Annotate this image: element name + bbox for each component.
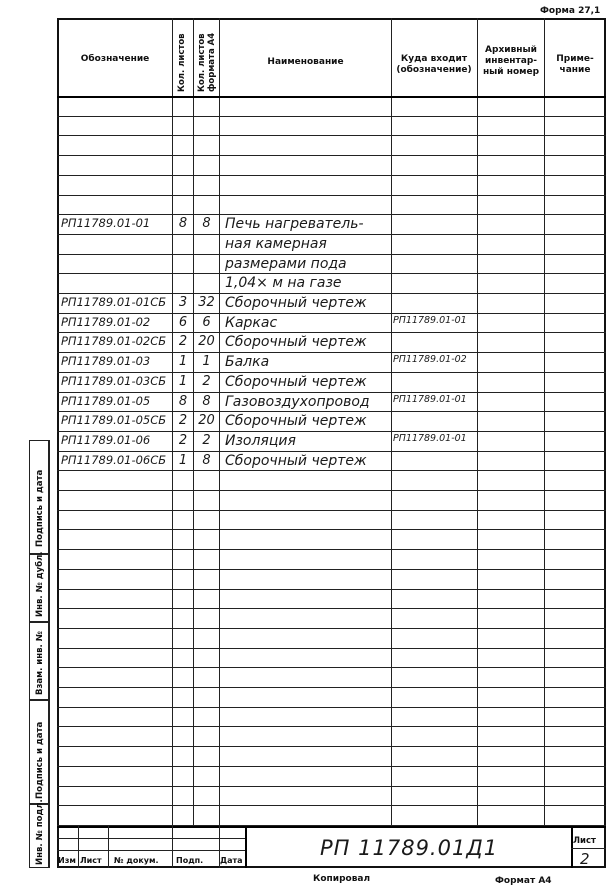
sheets-cell: 2 xyxy=(178,413,188,429)
sheets-cell: 2 xyxy=(178,334,188,350)
title-block-top xyxy=(57,826,606,828)
row-line xyxy=(57,707,606,708)
row-line xyxy=(57,195,606,196)
title-block-line xyxy=(571,848,606,849)
row-line xyxy=(57,766,606,767)
title-block-line xyxy=(57,850,245,851)
sheets-cell: 1 xyxy=(178,452,188,468)
sheets-cell: 6 xyxy=(178,314,188,330)
sheets-a4-cell: 8 xyxy=(202,216,211,232)
row-line xyxy=(57,254,606,255)
sheets-a4-cell: 8 xyxy=(202,452,211,468)
row-line xyxy=(57,392,606,393)
where-used-cell: РП11789.01-01 xyxy=(393,393,467,405)
name-cell: 1,04× м на газе xyxy=(225,275,342,292)
row-line xyxy=(57,746,606,747)
row-line xyxy=(57,648,606,649)
col-sign: Подп. xyxy=(176,856,204,865)
designation-cell: РП11789.01-02СБ xyxy=(61,334,167,349)
name-cell: Сборочный чертеж xyxy=(225,334,367,351)
designation-cell: РП11789.01-03СБ xyxy=(61,373,167,388)
sheets-cell: 1 xyxy=(178,373,188,389)
col-change: Изм xyxy=(58,856,76,865)
header-where-used: Куда входит (обозначение) xyxy=(396,54,472,75)
row-line xyxy=(57,135,606,136)
name-cell: Сборочный чертеж xyxy=(225,413,367,430)
sheets-a4-cell: 1 xyxy=(202,354,211,370)
name-cell: Балка xyxy=(225,354,270,371)
row-line xyxy=(57,273,606,274)
designation-cell: РП11789.01-06 xyxy=(61,432,151,447)
col-sheet: Лист xyxy=(80,856,102,865)
col-doc-no: № докум. xyxy=(114,856,159,865)
row-line xyxy=(57,549,606,550)
designation-cell: РП11789.01-06СБ xyxy=(61,452,167,467)
name-cell: Каркас xyxy=(225,314,278,331)
copied-label: Копировал xyxy=(313,874,371,884)
where-used-cell: РП11789.01-02 xyxy=(393,354,467,366)
name-cell: Сборочный чертеж xyxy=(225,295,367,311)
col-date: Дата xyxy=(220,856,243,865)
row-line xyxy=(57,116,606,117)
side-stamp-edge xyxy=(49,440,50,868)
name-cell: размерами пода xyxy=(225,255,347,272)
header-sheets-a4: Кол. листов формата А4 xyxy=(197,32,217,92)
row-line xyxy=(57,628,606,629)
sheets-a4-cell: 20 xyxy=(198,413,215,429)
document-code: РП 11789.01Д1 xyxy=(320,836,499,860)
header-line xyxy=(57,96,606,98)
header-name: Наименование xyxy=(267,57,344,67)
col-divider xyxy=(477,18,478,826)
sheets-a4-cell: 2 xyxy=(202,373,211,389)
row-line xyxy=(57,411,606,412)
name-cell: Газовоздухопровод xyxy=(225,393,370,410)
sheets-a4-cell: 20 xyxy=(198,334,215,350)
row-line xyxy=(57,667,606,668)
sheets-cell: 1 xyxy=(178,354,188,370)
title-block-divider xyxy=(78,826,79,868)
side-sign-date-top: Подпись и дата xyxy=(29,440,49,554)
header-sheets: Кол. листов xyxy=(177,33,187,92)
col-divider xyxy=(544,18,545,826)
row-line xyxy=(57,529,606,530)
row-line xyxy=(57,352,606,353)
row-line xyxy=(57,175,606,176)
row-line xyxy=(57,786,606,787)
name-cell: Сборочный чертеж xyxy=(225,452,367,469)
row-line xyxy=(57,805,606,806)
title-block-divider xyxy=(571,826,573,868)
name-cell: Печь нагреватель- xyxy=(225,216,364,233)
sheets-a4-cell: 6 xyxy=(202,314,211,330)
designation-cell: РП11789.01-05 xyxy=(61,393,151,408)
row-line xyxy=(57,510,606,511)
header-note: Приме- чание xyxy=(556,54,594,75)
side-orig-inv: Инв. № подл. xyxy=(29,804,49,868)
designation-cell: РП11789.01-03 xyxy=(61,354,151,369)
row-line xyxy=(57,470,606,471)
row-line xyxy=(57,726,606,727)
designation-cell: РП11789.01-01СБ xyxy=(61,295,167,309)
title-block-divider xyxy=(108,826,109,868)
row-line xyxy=(57,234,606,235)
sheets-a4-cell: 2 xyxy=(202,432,211,448)
row-line xyxy=(57,372,606,373)
col-divider xyxy=(219,18,220,826)
format-label: Формат А4 xyxy=(495,876,552,886)
sheet-label: Лист xyxy=(573,836,596,846)
row-line xyxy=(57,313,606,314)
name-cell: Сборочный чертеж xyxy=(225,373,367,390)
sheets-cell: 8 xyxy=(178,216,188,232)
designation-cell: РП11789.01-05СБ xyxy=(61,413,167,428)
row-line xyxy=(57,155,606,156)
sheet-number: 2 xyxy=(580,850,590,868)
name-cell: ная камерная xyxy=(225,235,327,252)
side-dup-inv: Инв. № дубл. xyxy=(29,554,49,622)
header-designation: Обозначение xyxy=(80,54,150,64)
row-line xyxy=(57,214,606,215)
row-line xyxy=(57,332,606,333)
sheets-a4-cell: 8 xyxy=(202,393,211,409)
side-sign-date-bottom: Подпись и дата xyxy=(29,700,49,804)
designation-cell: РП11789.01-01 xyxy=(61,216,151,231)
row-line xyxy=(57,451,606,452)
where-used-cell: РП11789.01-01 xyxy=(393,314,467,326)
where-used-cell: РП11789.01-01 xyxy=(393,432,467,444)
sheets-cell: 3 xyxy=(178,295,188,310)
row-line xyxy=(57,687,606,688)
col-divider xyxy=(391,18,392,826)
sheets-a4-cell: 32 xyxy=(198,295,215,310)
name-cell: Изоляция xyxy=(225,432,296,449)
designation-cell: РП11789.01-02 xyxy=(61,314,151,329)
row-line xyxy=(57,490,606,491)
row-line xyxy=(57,589,606,590)
sheets-cell: 8 xyxy=(178,393,188,409)
row-line xyxy=(57,608,606,609)
row-line xyxy=(57,293,606,294)
title-block-line xyxy=(57,838,245,839)
title-block-divider xyxy=(245,826,247,868)
title-block-divider xyxy=(172,826,173,868)
header-archive: Архивный инвентар- ный номер xyxy=(482,45,540,77)
row-line xyxy=(57,569,606,570)
sheets-cell: 2 xyxy=(178,432,188,448)
row-line xyxy=(57,431,606,432)
side-replace-inv: Взам. инв. № xyxy=(29,622,49,700)
form-label: Форма 27,1 xyxy=(540,6,601,16)
